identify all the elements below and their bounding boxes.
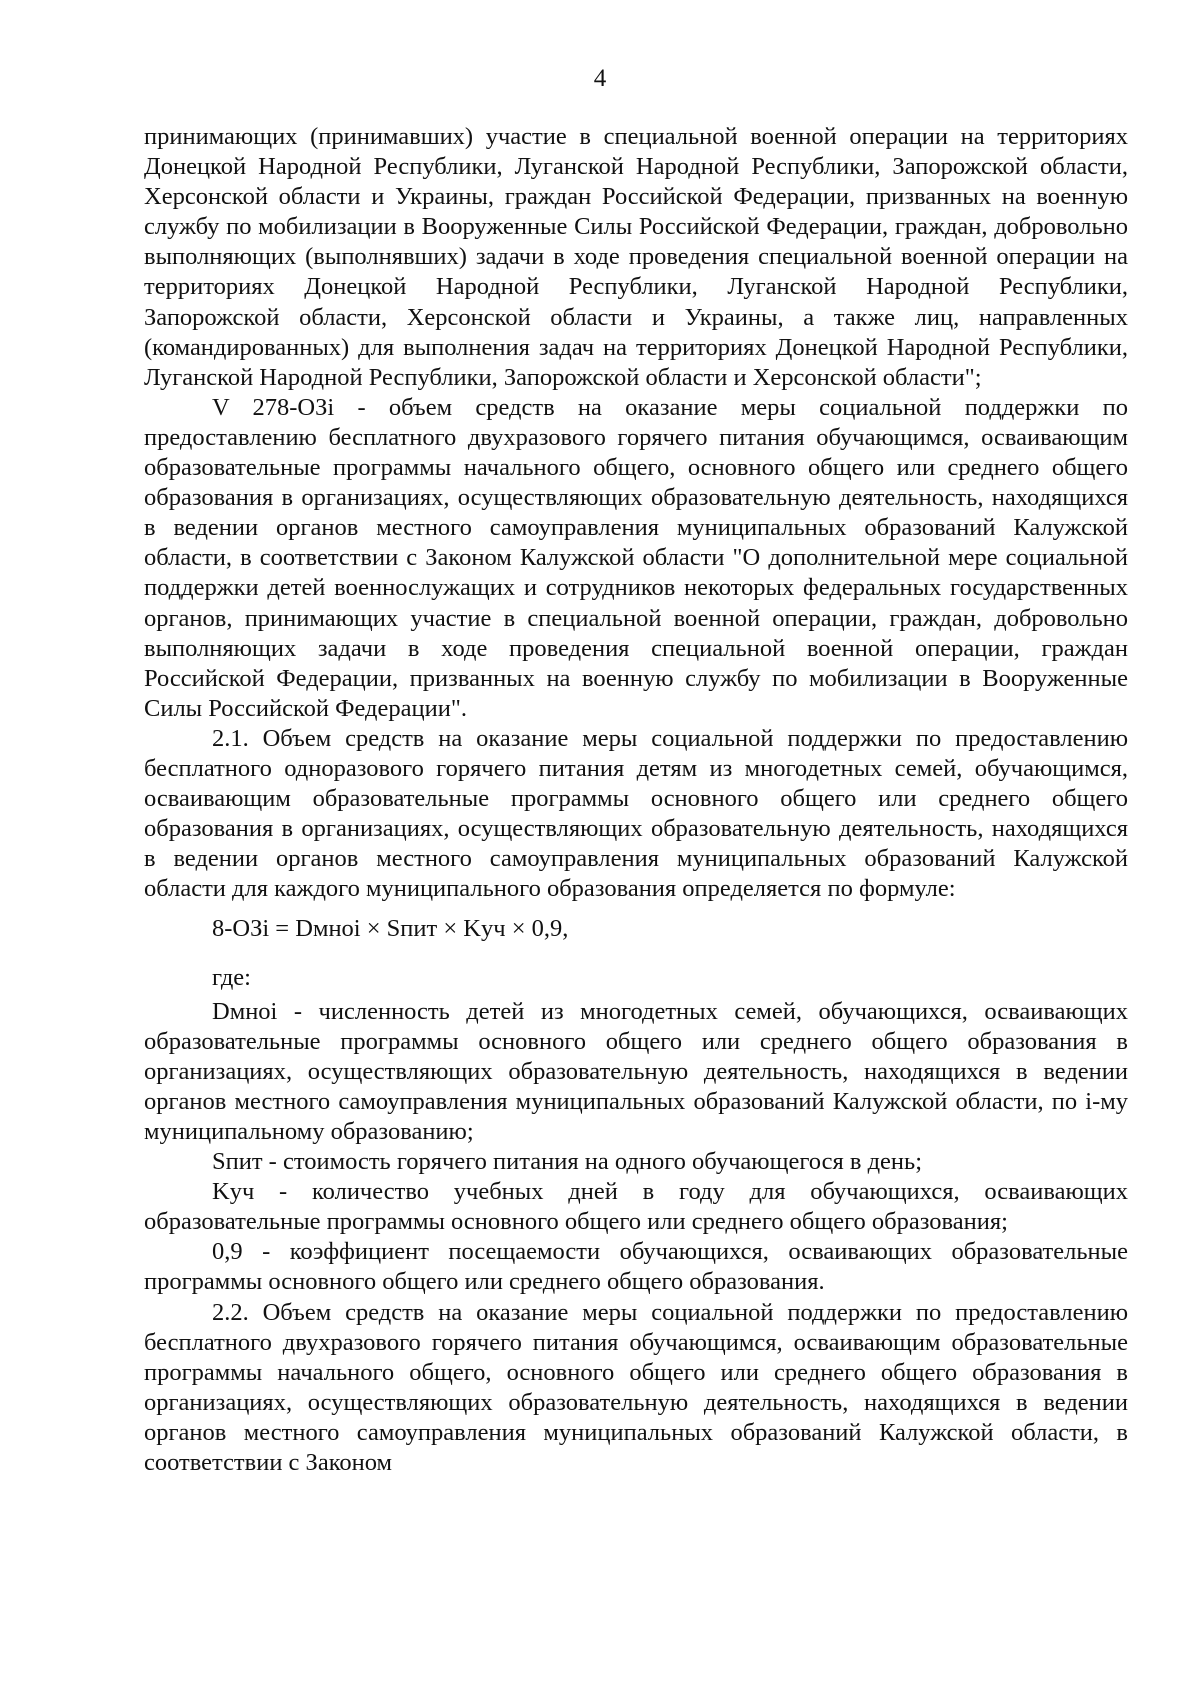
paragraph-v278: V 278-ОЗі - объем средств на оказание меры социальной поддержки по предоставлению бесплатного двухразового горячего питания обучающимся, осваивающим образовательные программы начального общего, основного общего или среднего общего образования в организациях, осуществляющих образовательную деятельность, находящихся в ведении органов местного самоуправления муниципальных образований Калужской области, в соответствии с Законом Калужской области "О дополнительной мере социальной поддержки детей военнослужащих и сотрудников некоторых федеральных государственных органов, принимающих участие в специальной военной операции, граждан, добровольно выполняющих задачи в ходе проведения специальной военной операции, граждан Российской Федерации, призванных на военную службу по мобилизации в Вооруженные Силы Российской Федерации".	[144, 393, 1128, 722]
definition-spit: Sпит - стоимость горячего питания на одного обучающегося в день;	[212, 1148, 923, 1176]
definition-dmno: Dмноі - численность детей из многодетных семей, обучающихся, осваивающих образовательные программы основного общего или среднего общего образования в организациях, осуществляющих образовательную деятельность, находящихся в ведении органов местного самоуправления муниципальных образований Калужской области, по і-му муниципальному образованию;	[144, 997, 1128, 1145]
where-label: где:	[212, 963, 251, 991]
document-body	[144, 122, 1128, 1478]
definition-kuch: Kуч - количество учебных дней в году для обучающихся, осваивающих образовательные программы основного общего или среднего общего образования;	[144, 1178, 1128, 1236]
definition-coefficient: 0,9 - коэффициент посещаемости обучающихся, осваивающих образовательные программы основного общего или среднего общего образования.	[144, 1238, 1128, 1296]
page-number: 4	[593, 65, 607, 92]
paragraph-2-1: 2.1. Объем средств на оказание меры социальной поддержки по предоставлению бесплатного одноразового горячего питания детям из многодетных семей, обучающимся, осваивающим образовательные программы основного общего или среднего общего образования в организациях, осуществляющих образовательную деятельность, находящихся в ведении органов местного самоуправления муниципальных образований Калужской области для каждого муниципального образования определяется по формуле:	[144, 724, 1128, 903]
paragraph-continuation: принимающих (принимавших) участие в специальной военной операции на территориях Донецкой Народной Республики, Луганской Народной Республики, Запорожской области, Херсонской области и Украины, граждан Российской Федерации, призванных на военную службу по мобилизации в Вооруженные Силы Российской Федерации, граждан, добровольно выполняющих (выполнявших) задачи в ходе проведения специальной военной операции на территориях Донецкой Народной Республики, Луганской Народной Республики, Запорожской области, Херсонской области и Украины, а также лиц, направленных (командированных) для выполнения задач на территориях Донецкой Народной Республики, Луганской Народной Республики, Запорожской области и Херсонской области";	[144, 123, 1128, 391]
formula-8-oz: 8-ОЗі = Dмноі × Sпит × Kуч × 0,9,	[212, 915, 569, 943]
paragraph-2-2: 2.2. Объем средств на оказание меры социальной поддержки по предоставлению бесплатного двухразового горячего питания обучающимся, осваивающим образовательные программы начального общего, основного общего или среднего общего образования в организациях, осуществляющих образовательную деятельность, находящихся в ведении органов местного самоуправления муниципальных образований Калужской области, в соответствии с Законом	[144, 1298, 1128, 1477]
